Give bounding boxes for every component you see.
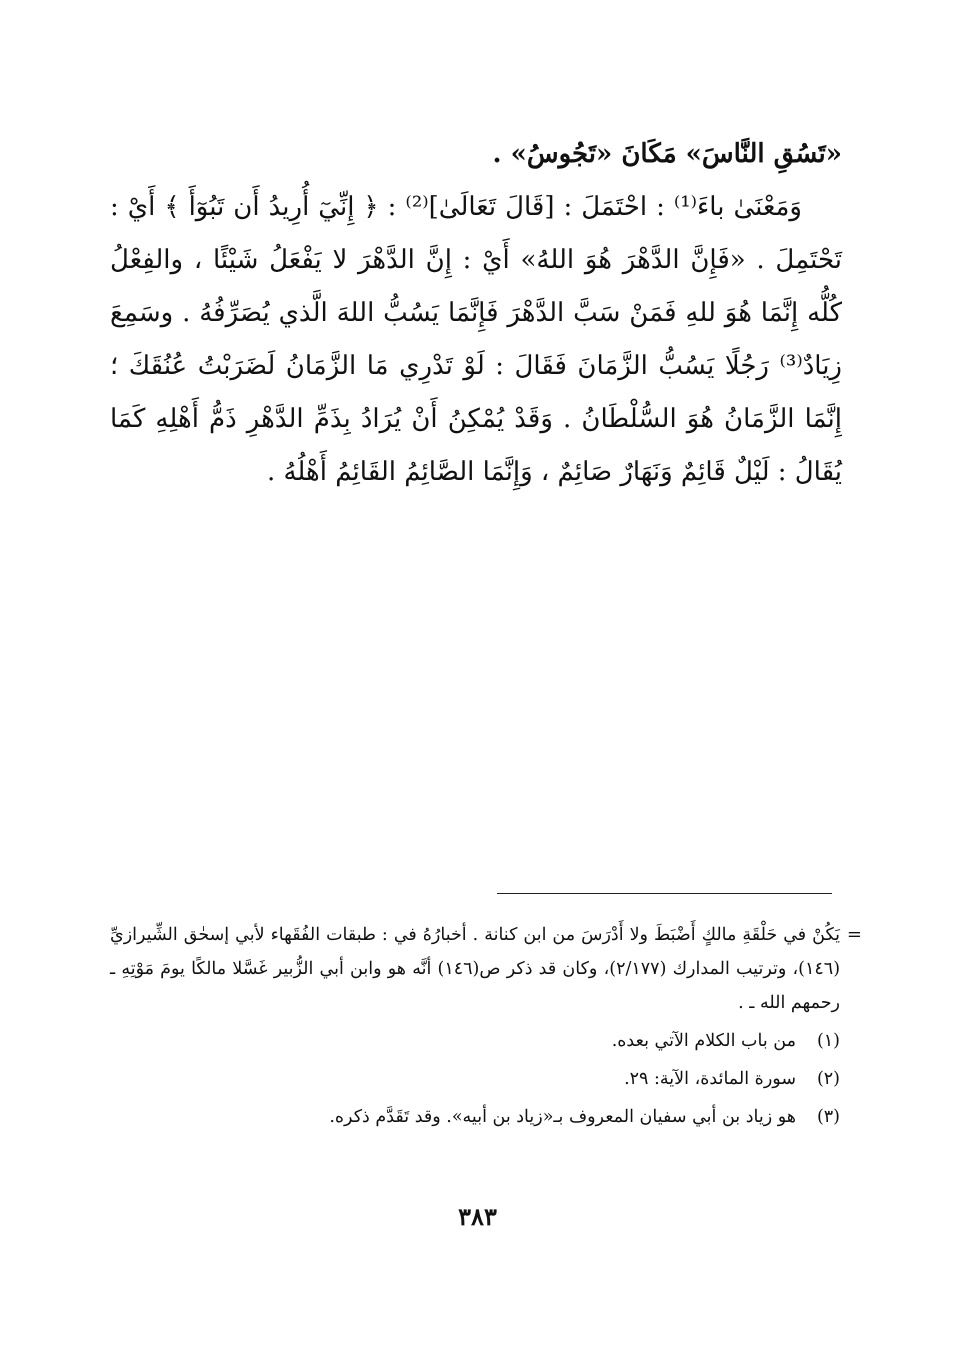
- footnote-text: سورة المائدة، الآية: ٢٩.: [624, 1069, 796, 1089]
- page-number: ٣٨٣: [458, 1202, 497, 1231]
- continuation-text: يَكُنْ في حَلْقَةِ مالكٍ أَضْبَطَ ولا أَدْرَسَ من ابن كنانة . أخبارُهُ في : طبقات الفُقَهاء لأبي إسحٰق الشِّيرازيِّ (١٤٦)، وترتيب المدارك (٢/١٧٧)، وكان قد ذكر ص(١٤٦) أنَّه هو وابن أبي الزُّبير غَسَّلا مالكًا يومَ مَوْتِهِ ـ رحمهم الله ـ .: [110, 925, 841, 1013]
- footnote-number: (٢): [816, 1069, 840, 1089]
- footnote-item-3: [110, 1100, 840, 1134]
- footnote-number: (٣): [816, 1107, 840, 1127]
- footnote-text: من باب الكلام الآتي بعده.: [611, 1031, 796, 1051]
- main-paragraph: وَمَعْنَىٰ باءَ⁽¹⁾ : احْتَمَلَ : [قَالَ تَعَالَىٰ]⁽²⁾ : ﴿ إِنِّيٓ أُرِيدُ أَن تَبُوٓأَ ﴾ أَيْ : تَحْتَمِلَ . «فَإِنَّ الدَّهْرَ هُوَ اللهُ» أَيْ : إِنَّ الدَّهْرَ لا يَفْعَلُ شَيْئًا ، والفِعْلُ كُلُّه إِنَّمَا هُوَ للهِ فَمَنْ سَبَّ الدَّهْرَ فَإِنَّمَا يَسُبُّ اللهَ الَّذي يُصَرِّفُهُ . وسَمِعَ زِيَادٌ⁽³⁾ رَجُلًا يَسُبُّ الزَّمَانَ فَقَالَ : لَوْ تَدْرِي مَا الزَّمَانُ لَضَرَبْتُ عُنُقَكَ ؛ إِنَّمَا الزَّمَانُ هُوَ السُّلْطَانُ . وَقَدْ يُمْكِنُ أَنْ يُرَادُ بِذَمِّ الدَّهْرِ ذَمُّ أَهْلِهِ كَمَا يُقَالُ : لَيْلٌ قَائِمٌ وَنَهَارٌ صَائِمٌ ، وَإِنَّمَا الصَّائِمُ القَائِمُ أَهْلُهُ .: [110, 192, 842, 487]
- footnote-text: هو زياد بن أبي سفيان المعروف بـ«زياد بن أبيه». وقد تَقَدَّم ذكره.: [329, 1107, 796, 1127]
- footnote-divider: [497, 893, 832, 894]
- footnote-continuation: [110, 918, 862, 1020]
- main-text-block: [110, 128, 842, 499]
- main-line-1: «تَسُقِ النَّاسَ» مَكَانَ «تَجُوسُ» .: [492, 139, 842, 169]
- footnote-item-1: [110, 1024, 840, 1058]
- footnote-number: (١): [816, 1031, 840, 1051]
- footnotes-block: [110, 918, 862, 1134]
- footnote-item-2: [110, 1062, 840, 1096]
- continuation-mark: =: [846, 924, 862, 945]
